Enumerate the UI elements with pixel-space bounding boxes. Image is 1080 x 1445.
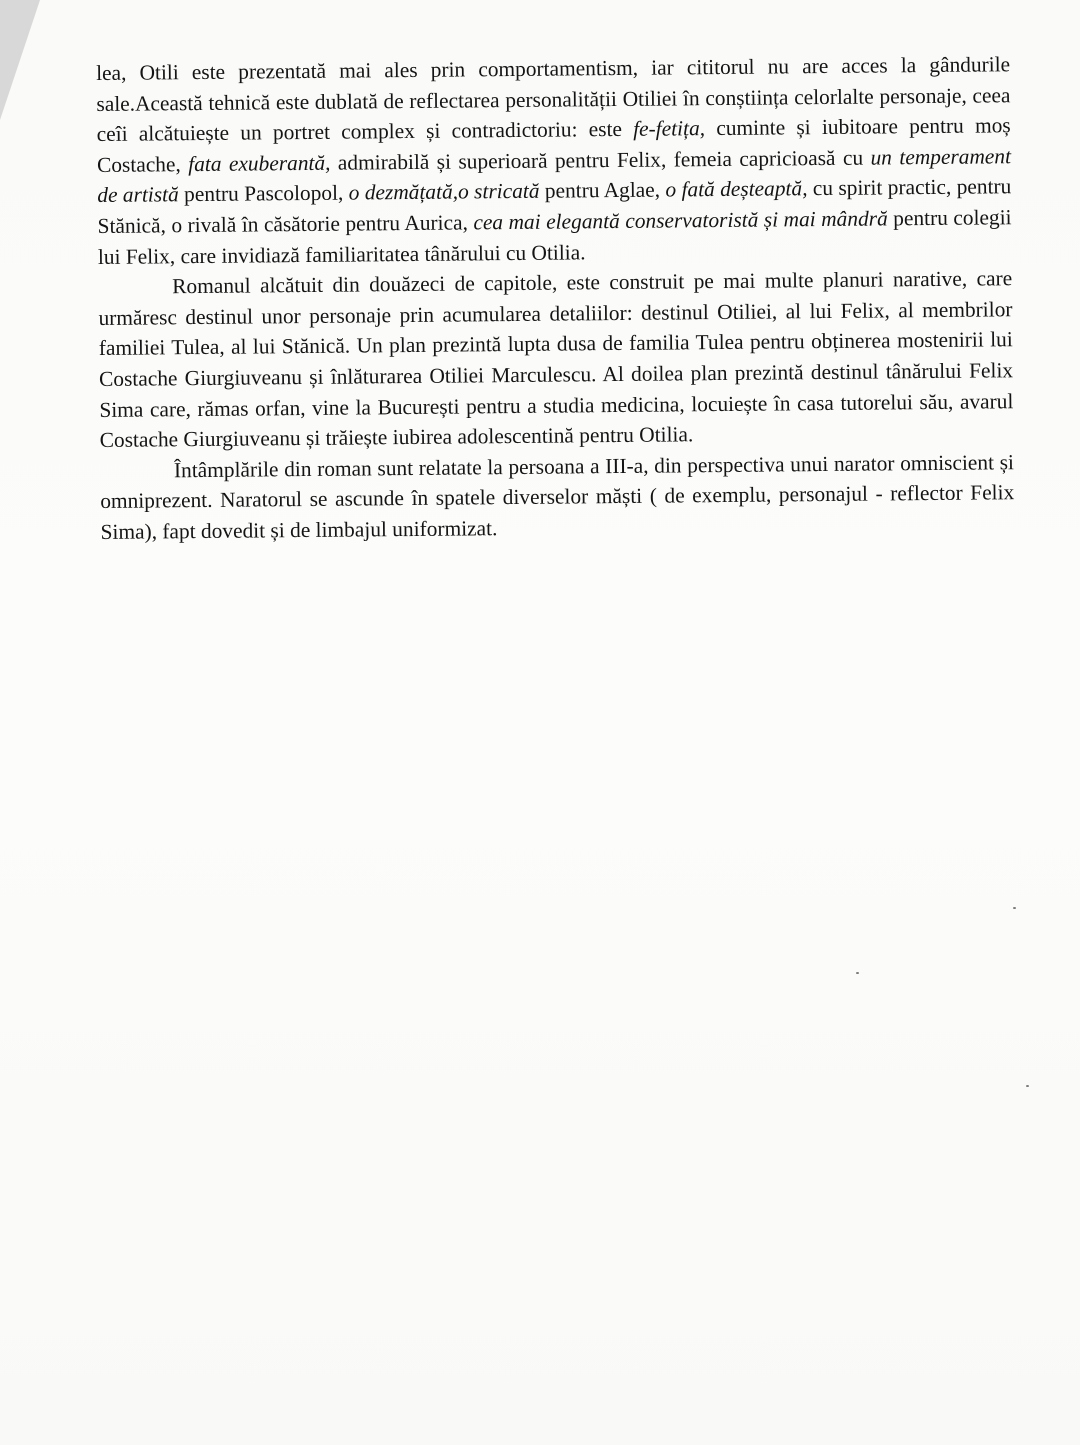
- italic-run: fe-fetița,: [633, 116, 706, 142]
- scan-speck: [1013, 907, 1016, 909]
- italic-run: fata exuberantă,: [188, 150, 331, 176]
- italic-run: o fată deșteaptă,: [665, 176, 808, 202]
- text-run: admirabilă și superioară pentru Felix, femeia capricioasă cu: [330, 145, 871, 175]
- paragraph-narrative-plans: [98, 263, 1014, 455]
- text-run: pentru colegii lui Felix, care invidiază familiaritatea tânărului cu Otilia.: [97, 205, 1012, 269]
- paragraph-narrator: [100, 447, 1015, 548]
- scan-speck: [1026, 1085, 1029, 1087]
- italic-run: cea mai elegantă conservatoristă și mai mândră: [473, 206, 888, 235]
- text-run: pentru Aglae,: [539, 177, 666, 204]
- paragraph-characterization: [96, 49, 1012, 272]
- italic-run: un temperament de artistă: [97, 144, 1012, 208]
- text-run: Întâmplările din roman sunt relatate la persoana a III-a, din perspectiva unui narator omniscient și omniprezent. Naratorul se ascunde în spatele diverselor măști ( de exemplu, personajul - reflector Felix Sima), fapt dovedit și de limbajul uniformizat.: [100, 449, 1015, 544]
- scan-speck: [856, 972, 859, 974]
- text-run: pentru Pascolopol,: [178, 180, 349, 207]
- document-body: [96, 49, 1015, 547]
- text-run: Romanul alcătuit din douăzeci de capitole, este construit pe mai multe planuri narative, care urmăresc destinul unor personaje prin acumularea detaliilor: destinul Otiliei, al lui Felix, al membrilor familiei Tulea, al lui Stănică. Un plan prezintă lupta dusa de familia Tulea pentru obținerea mostenirii lui Costache Giurgiuveanu și înlăturarea Otiliei Marculescu. Al doilea plan prezintă destinul tânărului Felix Sima care, rămas orfan, vine la București pentru a studia medicina, locuiește în casa tutorelui său, avarul Costache Giurgiuveanu și trăiește iubirea adolescentină pentru Otilia.: [98, 266, 1014, 453]
- text-run: lea, Otili este prezentată mai ales prin comportamentism, iar cititorul nu are acces la gândurile sale.Această tehnică este dublată de reflectarea personalității Otiliei în conștiința celorlalte personaje, ceea ceîi alcătuiește un portret complex și contradictoriu: este: [96, 52, 1011, 147]
- page-corner-shadow: [0, 0, 40, 120]
- italic-run: o dezmățată,o stricată: [348, 179, 540, 205]
- text-run: cuminte și iubitoare pentru moș Costache,: [96, 113, 1011, 177]
- text-run: cu spirit practic, pentru Stănică, o rivală în căsătorie pentru Aurica,: [97, 174, 1012, 238]
